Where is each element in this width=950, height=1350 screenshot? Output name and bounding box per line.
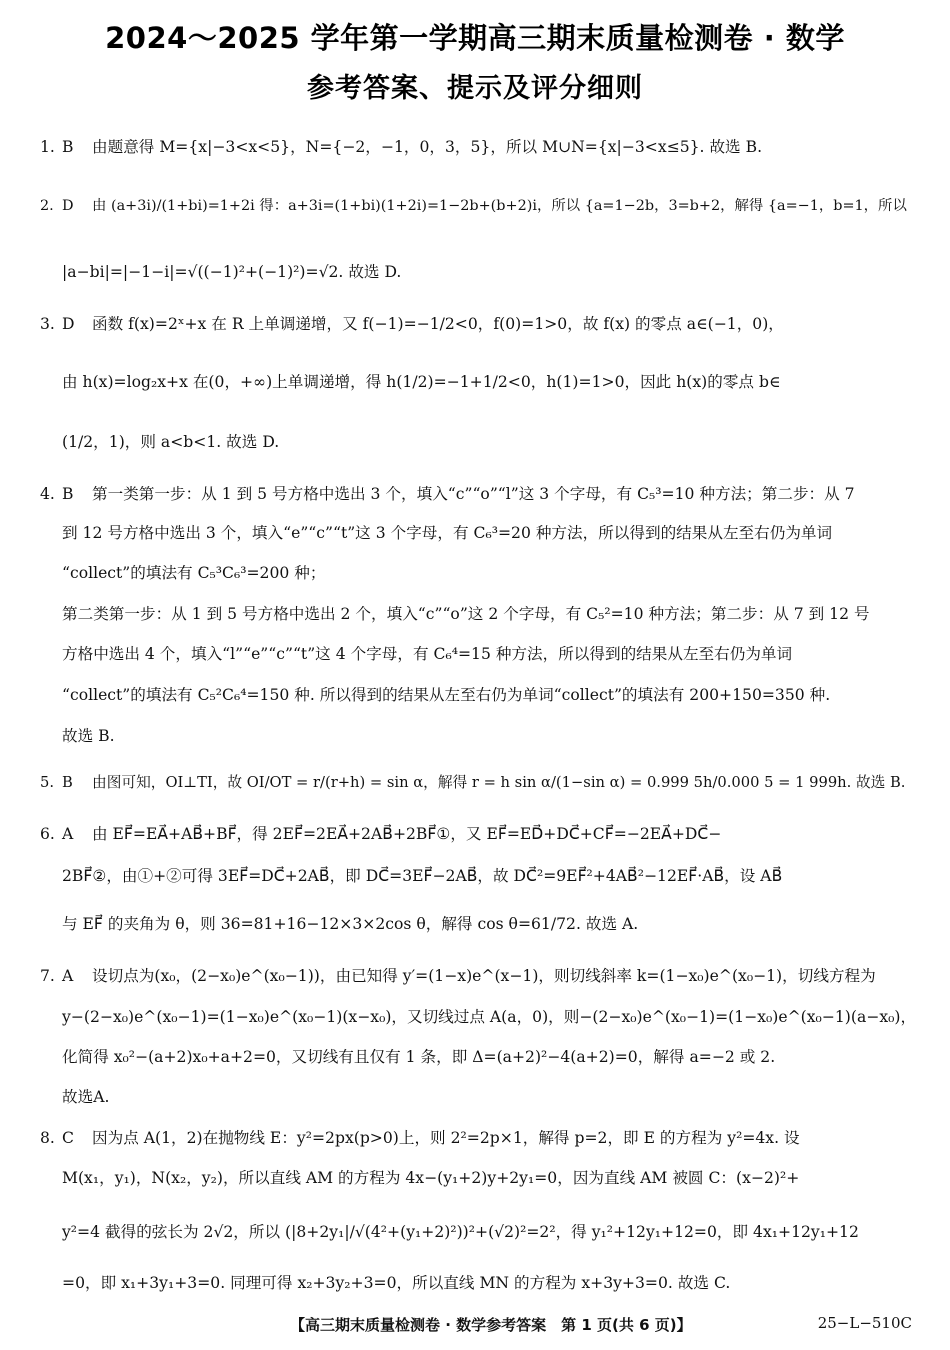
document-code: 25−L−510C (817, 1314, 912, 1332)
answer-line: 化简得 x₀²−(a+2)x₀+a+2=0，又切线有且仅有 1 条，即 Δ=(a+2)²−4(a+2)=0，解得 a=−2 或 2. (62, 1048, 776, 1066)
answer-line: 8. C 因为点 A(1，2)在抛物线 E：y²=2px(p>0)上，则 2²=2p×1，解得 p=2，即 E 的方程为 y²=4x. 设 (40, 1129, 800, 1147)
answer-line: 第二类第一步：从 1 到 5 号方格中选出 2 个，填入“c”“o”这 2 个字母，有 C₅²=10 种方法；第二步：从 7 到 12 号 (62, 605, 870, 623)
answer-line: 4. B 第一类第一步：从 1 到 5 号方格中选出 3 个，填入“c”“o”“l”这 3 个字母，有 C₅³=10 种方法；第二步：从 7 (40, 485, 855, 503)
answer-line: M(x₁，y₁)，N(x₂，y₂)，所以直线 AM 的方程为 4x−(y₁+2)y+2y₁=0，因为直线 AM 被圆 C：(x−2)²+ (62, 1169, 800, 1187)
answer-line: 方格中选出 4 个，填入“l”“e”“c”“t”这 4 个字母，有 C₆⁴=15 种方法，所以得到的结果从左至右仍为单词 (62, 645, 793, 663)
answer-line: 与 EF⃗ 的夹角为 θ，则 36=81+16−12×3×2cos θ，解得 cos θ=61/72. 故选 A. (62, 915, 639, 933)
answer-line: 6. A 由 EF⃗=EA⃗+AB⃗+BF⃗，得 2EF⃗=2EA⃗+2AB⃗+2BF⃗①，又 EF⃗=ED⃗+DC⃗+CF⃗=−2EA⃗+DC⃗− (40, 825, 722, 843)
answer-line: 2BF⃗②，由①+②可得 3EF⃗=DC⃗+2AB⃗，即 DC⃗=3EF⃗−2AB⃗，故 DC⃗²=9EF⃗²+4AB⃗²−12EF⃗·AB⃗，设 AB⃗ (62, 867, 783, 885)
answer-line: =0，即 x₁+3y₁+3=0. 同理可得 x₂+3y₂+3=0，所以直线 MN 的方程为 x+3y+3=0. 故选 C. (62, 1274, 731, 1292)
answer-line: 故选A. (62, 1088, 110, 1106)
answer-line: “collect”的填法有 C₅²C₆⁴=150 种. 所以得到的结果从左至右仍为单词“collect”的填法有 200+150=350 种. (62, 686, 831, 704)
answer-line: 5. B 由图可知，OI⊥TI，故 OI/OT = r/(r+h) = sin α，解得 r = h sin α/(1−sin α) = 0.999 5h/0.000 5 = 1 999h. 故选 B. (40, 774, 906, 791)
document-subtitle: 参考答案、提示及评分细则 (307, 73, 643, 104)
document-title: 2024～2025 学年第一学期高三期末质量检测卷 · 数学 (105, 21, 845, 55)
answer-line: 故选 B. (62, 727, 115, 745)
footer-label: 【高三期末质量检测卷 · 数学参考答案 第 1 页(共 6 页)】 (290, 1316, 692, 1334)
answer-line: “collect”的填法有 C₅³C₆³=200 种； (62, 564, 326, 582)
answer-line: 2. D 由 (a+3i)/(1+bi)=1+2i 得：a+3i=(1+bi)(1+2i)=1−2b+(b+2)i，所以 {a=1−2b，3=b+2，解得 {a=−1，b=1，所以 (40, 198, 907, 214)
answer-line: 由 h(x)=log₂x+x 在(0，+∞)上单调递增，得 h(1/2)=−1+1/2<0，h(1)=1>0，因此 h(x)的零点 b∈ (62, 373, 781, 391)
answer-line: y−(2−x₀)e^(x₀−1)=(1−x₀)e^(x₀−1)(x−x₀)，又切线过点 A(a，0)，则−(2−x₀)e^(x₀−1)=(1−x₀)e^(x₀−1)(a−x₀)， (62, 1008, 917, 1026)
answer-line: 7. A 设切点为(x₀，(2−x₀)e^(x₀−1))，由已知得 y′=(1−x)e^(x−1)，则切线斜率 k=(1−x₀)e^(x₀−1)，切线方程为 (40, 967, 876, 985)
answer-line: (1/2，1)，则 a<b<1. 故选 D. (62, 433, 280, 451)
answer-line: y²=4 截得的弦长为 2√2，所以 (|8+2y₁|/√(4²+(y₁+2)²))²+(√2)²=2²，得 y₁²+12y₁+12=0，即 4x₁+12y₁+12 (62, 1223, 859, 1241)
answer-line: 3. D 函数 f(x)=2ˣ+x 在 R 上单调递增，又 f(−1)=−1/2<0，f(0)=1>0，故 f(x) 的零点 a∈(−1，0)， (40, 315, 784, 333)
answer-line: |a−bi|=|−1−i|=√((−1)²+(−1)²)=√2. 故选 D. (62, 263, 402, 281)
answer-line: 1. B 由题意得 M={x|−3<x<5}，N={−2，−1，0，3，5}，所以 M∪N={x|−3<x≤5}. 故选 B. (40, 138, 763, 156)
answer-line: 到 12 号方格中选出 3 个，填入“e”“c”“t”这 3 个字母，有 C₆³=20 种方法，所以得到的结果从左至右仍为单词 (62, 524, 833, 542)
